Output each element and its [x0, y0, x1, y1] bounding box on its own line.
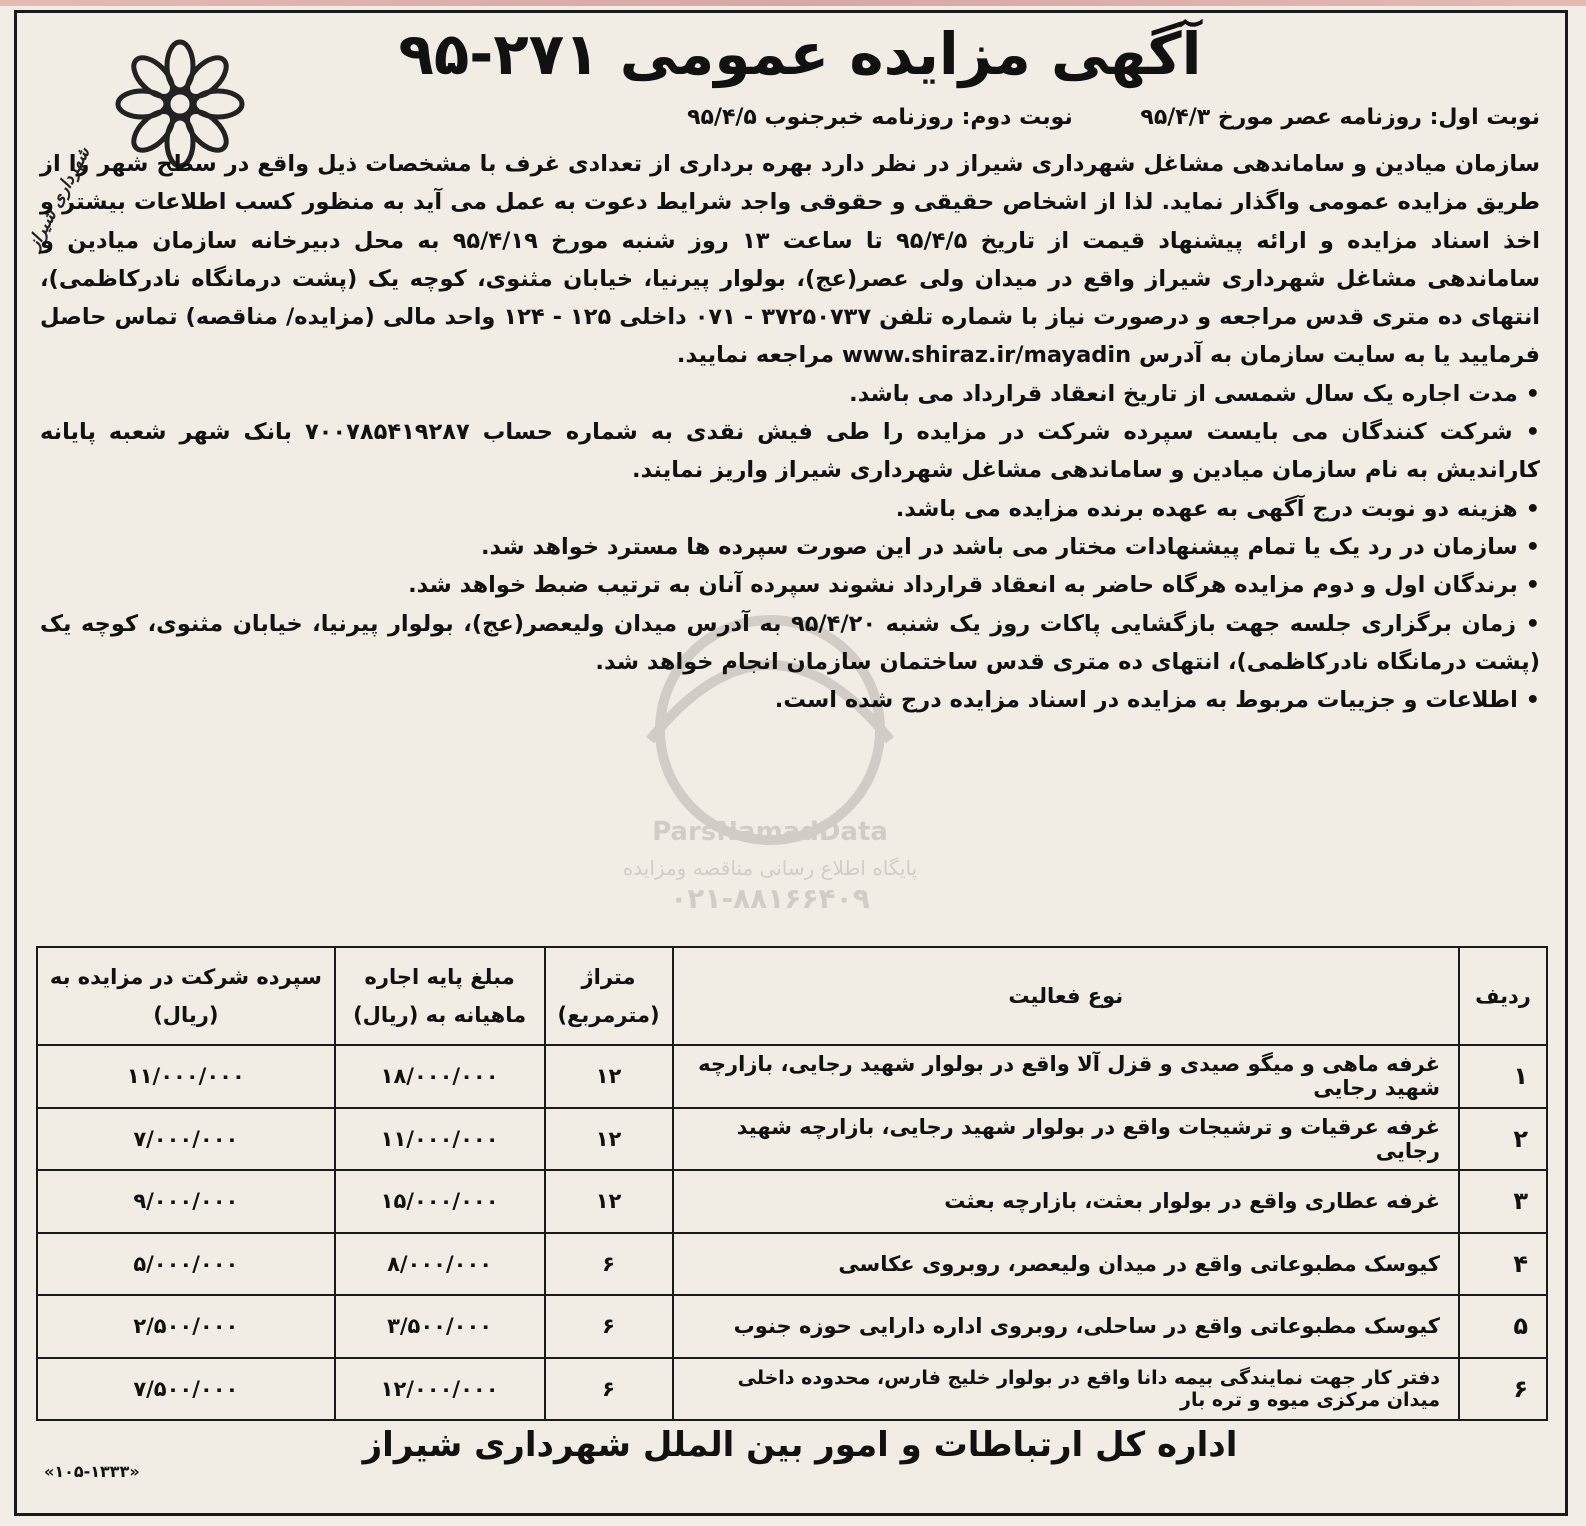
cell-row-number: ۶: [1459, 1358, 1547, 1421]
cell-deposit: ۷/۰۰۰/۰۰۰: [37, 1108, 335, 1171]
bullet-opening-session: • زمان برگزاری جلسه جهت بازگشایی پاکات روز یک شنبه ۹۵/۴/۲۰ به آدرس میدان ولیعصر(عج)، بولوار پیرنیا، خیابان مثنوی، کوچه یک (پشت درمانگاه نادرکاظمی)، انتهای ده متری قدس ساختمان سازمان انجام خواهد شد.: [40, 605, 1540, 682]
cell-deposit: ۵/۰۰۰/۰۰۰: [37, 1233, 335, 1296]
bullet-ad-cost: • هزینه دو نوبت درج آگهی به عهده برنده مزایده می باشد.: [40, 490, 1540, 528]
cell-area: ۶: [545, 1233, 673, 1296]
cell-deposit: ۷/۵۰۰/۰۰۰: [37, 1358, 335, 1421]
bullet-details: • اطلاعات و جزییات مربوط به مزایده در اسناد مزایده درج شده است.: [40, 681, 1540, 719]
cell-deposit: ۲/۵۰۰/۰۰۰: [37, 1295, 335, 1358]
cell-row-number: ۳: [1459, 1170, 1547, 1233]
cell-area: ۱۲: [545, 1108, 673, 1171]
auction-items-table: [36, 946, 1548, 1421]
table-row: [37, 1233, 1547, 1296]
cell-deposit: ۱۱/۰۰۰/۰۰۰: [37, 1045, 335, 1108]
cell-row-number: ۱: [1459, 1045, 1547, 1108]
cell-activity: دفتر کار جهت نمایندگی بیمه دانا واقع در بولوار خلیج فارس، محدوده داخلی میدان مرکزی میوه و تره بار: [673, 1358, 1460, 1421]
header-row-number: ردیف: [1459, 947, 1547, 1045]
header-deposit: سپرده شرکت در مزایده به (ریال): [37, 947, 335, 1045]
cell-row-number: ۲: [1459, 1108, 1547, 1171]
notice-body: [40, 145, 1540, 719]
cell-row-number: ۵: [1459, 1295, 1547, 1358]
bullet-deposit: • شرکت کنندگان می بایست سپرده شرکت در مزایده را طی فیش نقدی به شماره حساب ۷۰۰۷۸۵۴۱۹۲۸۷ بانک شهر شعبه پایانه کاراندیش به نام سازمان میادین و ساماندهی مشاغل شهرداری شیراز واریز نمایند.: [40, 413, 1540, 490]
second-notice: نوبت دوم: روزنامه خبرجنوب ۹۵/۴/۵: [687, 105, 1073, 130]
cell-base-rent: ۱۲/۰۰۰/۰۰۰: [335, 1358, 545, 1421]
cell-activity: غرفه عطاری واقع در بولوار بعثت، بازارچه بعثت: [673, 1170, 1460, 1233]
bullet-rejection: • سازمان در رد یک یا تمام پیشنهادات مختار می باشد در این صورت سپرده ها مسترد خواهد شد.: [40, 528, 1540, 566]
cell-area: ۱۲: [545, 1170, 673, 1233]
table-header-row: [37, 947, 1547, 1045]
logo-signature-text: شهرداری شیراز: [23, 143, 95, 254]
table-row: [37, 1045, 1547, 1108]
cell-base-rent: ۱۸/۰۰۰/۰۰۰: [335, 1045, 545, 1108]
intro-paragraph: سازمان میادین و ساماندهی مشاغل شهرداری شیراز در نظر دارد بهره برداری از تعدادی غرف با مشخصات ذیل واقع در سطح شهر را از طریق مزایده عمومی واگذار نماید. لذا از اشخاص حقیقی و حقوقی واجد شرایط دعوت به عمل می آید به منظور کسب اطلاعات بیشتر و اخذ اسناد مزایده و ارائه پیشنهاد قیمت از تاریخ ۹۵/۴/۵ تا ساعت ۱۳ روز شنبه مورخ ۹۵/۴/۱۹ به محل دبیرخانه سازمان میادین و ساماندهی مشاغل شهرداری شیراز واقع در میدان ولی عصر(عج)، بولوار پیرنیا، خیابان مثنوی، کوچه یک (پشت درمانگاه نادرکاظمی)، انتهای ده متری قدس مراجعه و درصورت نیاز با شماره تلفن ۳۷۲۵۰۷۳۷ - ۰۷۱ داخلی ۱۲۵ - ۱۲۴ واحد مالی (مزایده/ مناقصه) تماس حاصل فرمایید یا به سایت سازمان به آدرس www.shiraz.ir/mayadin مراجعه نمایید.: [40, 151, 1540, 369]
cell-base-rent: ۸/۰۰۰/۰۰۰: [335, 1233, 545, 1296]
header-base-rent: مبلغ پایه اجاره ماهیانه به (ریال): [335, 947, 545, 1045]
cell-area: ۱۲: [545, 1045, 673, 1108]
bullet-lease-term: • مدت اجاره یک سال شمسی از تاریخ انعقاد قرارداد می باشد.: [40, 375, 1540, 413]
publication-dates: [420, 105, 1540, 130]
cell-area: ۶: [545, 1295, 673, 1358]
table-row: [37, 1358, 1547, 1421]
cell-area: ۶: [545, 1358, 673, 1421]
cell-base-rent: ۳/۵۰۰/۰۰۰: [335, 1295, 545, 1358]
top-color-strip: [0, 0, 1586, 6]
cell-activity: کیوسک مطبوعاتی واقع در میدان ولیعصر، روبروی عکاسی: [673, 1233, 1460, 1296]
cell-base-rent: ۱۵/۰۰۰/۰۰۰: [335, 1170, 545, 1233]
ad-code: «۱۰۵-۱۳۳۳»: [44, 1462, 140, 1481]
cell-row-number: ۴: [1459, 1233, 1547, 1296]
cell-activity: غرفه عرقیات و ترشیجات واقع در بولوار شهید رجایی، بازارچه شهید رجایی: [673, 1108, 1460, 1171]
issuer-footer: اداره کل ارتباطات و امور بین الملل شهرداری شیراز: [362, 1425, 1238, 1465]
first-notice: نوبت اول: روزنامه عصر مورخ ۹۵/۴/۳: [1140, 105, 1540, 130]
table-row: [37, 1108, 1547, 1171]
cell-activity: غرفه ماهی و میگو صیدی و قزل آلا واقع در بولوار شهید رجایی، بازارچه شهید رجایی: [673, 1045, 1460, 1108]
cell-base-rent: ۱۱/۰۰۰/۰۰۰: [335, 1108, 545, 1171]
notice-title: آگهی مزایده عمومی ۲۷۱-۹۵: [398, 20, 1202, 88]
cell-activity: کیوسک مطبوعاتی واقع در ساحلی، روبروی اداره دارایی حوزه جنوب: [673, 1295, 1460, 1358]
header-activity: نوع فعالیت: [673, 947, 1460, 1045]
bullet-winners: • برندگان اول و دوم مزایده هرگاه حاضر به انعقاد قرارداد نشوند سپرده آنان به ترتیب ضبط خواهد شد.: [40, 566, 1540, 604]
header-area: متراژ (مترمربع): [545, 947, 673, 1045]
cell-deposit: ۹/۰۰۰/۰۰۰: [37, 1170, 335, 1233]
table-row: [37, 1295, 1547, 1358]
table-row: [37, 1170, 1547, 1233]
